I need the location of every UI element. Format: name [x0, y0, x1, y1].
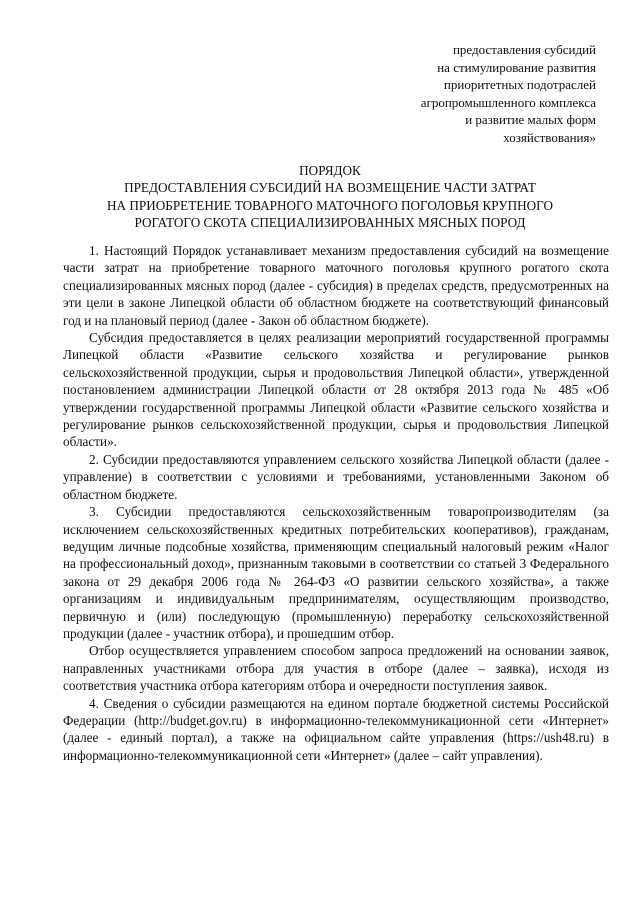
paragraph-4: 4. Сведения о субсидии размещаются на едином портале бюджетной системы Российской Федерации (http://budget.gov.ru) в информационно-телекоммуникационной сети «Интернет» (далее - единый портал), а также на официальном сайте управления (https://ush48.ru) в информационно-телекоммуникационной сети «Интернет» (далее – сайт управления). [63, 695, 609, 763]
appendix-line: предоставления субсидий [452, 42, 596, 57]
appendix-line: на стимулирование развития [437, 59, 596, 75]
appendix-reference [336, 41, 596, 147]
appendix-line: хозяйствования» [503, 129, 596, 145]
paragraph-1: 1. Настоящий Порядок устанавливает механизм предоставления субсидий на возмещение части затрат на приобретение товарного маточного поголовья крупного рогатого скота специализированных мясных пород (далее - субсидия) в пределах средств, предусмотренных на эти цели в законе Липецкой области об областном бюджете на соответствующий финансовый год и на плановый период (далее - Закон об областном бюджете). [63, 243, 609, 328]
title-line: ПРЕДОСТАВЛЕНИЯ СУБСИДИЙ НА ВОЗМЕЩЕНИЕ ЧАСТИ ЗАТРАТ [124, 180, 536, 196]
appendix-line: и развитие малых форм [465, 112, 596, 128]
paragraph-1-subsidy-purpose: Субсидия предоставляется в целях реализации мероприятий государственной программы Липецкой области «Развитие сельского хозяйства и регулирование рынков сельскохозяйственной продукции, сырья и продовольствия Липецкой области», утвержденной постановлением администрации Липецкой области от 28 октября 2013 года № 485 «Об утверждении государственной программы Липецкой области «Развитие сельского хозяйства и регулирование рынков сельскохозяйственной продукции, сырья и продовольствия Липецкой области». [63, 330, 609, 450]
appendix-line: приоритетных подотраслей [443, 77, 596, 93]
paragraph-3: 3. Субсидии предоставляются сельскохозяйственным товаропроизводителям (за исключением сельскохозяйственных кредитных потребительских кооперативов), гражданам, ведущим личные подсобные хозяйства, применяющим специальный налоговый режим «Налог на профессиональный доход», признанным таковыми в соответствии со статьей 3 Федерального закона от 29 декабря 2006 года № 264-ФЗ «О развитии сельского хозяйства», а также организациям и индивидуальным предпринимателям, осуществляющим производство, первичную и (или) последующую (промышленную) переработку сельскохозяйственной продукции (далее - участник отбора), и прошедшим отбор. [63, 504, 609, 641]
appendix-line: агропромышленного комплекса [420, 94, 596, 110]
title-line: НА ПРИОБРЕТЕНИЕ ТОВАРНОГО МАТОЧНОГО ПОГОЛОВЬЯ КРУПНОГО [107, 197, 553, 213]
document-title [60, 162, 600, 231]
paragraph-3-selection: Отбор осуществляется управлением способом запроса предложений на основании заявок, направленных участниками отбора для участия в отборе (далее – заявка), исходя из соответствия участника отбора категориям отбора и очередности поступления заявок. [63, 643, 609, 694]
paragraph-2: 2. Субсидии предоставляются управлением сельского хозяйства Липецкой области (далее - управление) в соответствии с условиями и требованиями, установленными Законом об областном бюджете. [63, 451, 609, 502]
title-line: РОГАТОГО СКОТА СПЕЦИАЛИЗИРОВАННЫХ МЯСНЫХ ПОРОД [134, 214, 526, 230]
title-line: ПОРЯДОК [299, 163, 361, 178]
document-body [63, 242, 609, 764]
